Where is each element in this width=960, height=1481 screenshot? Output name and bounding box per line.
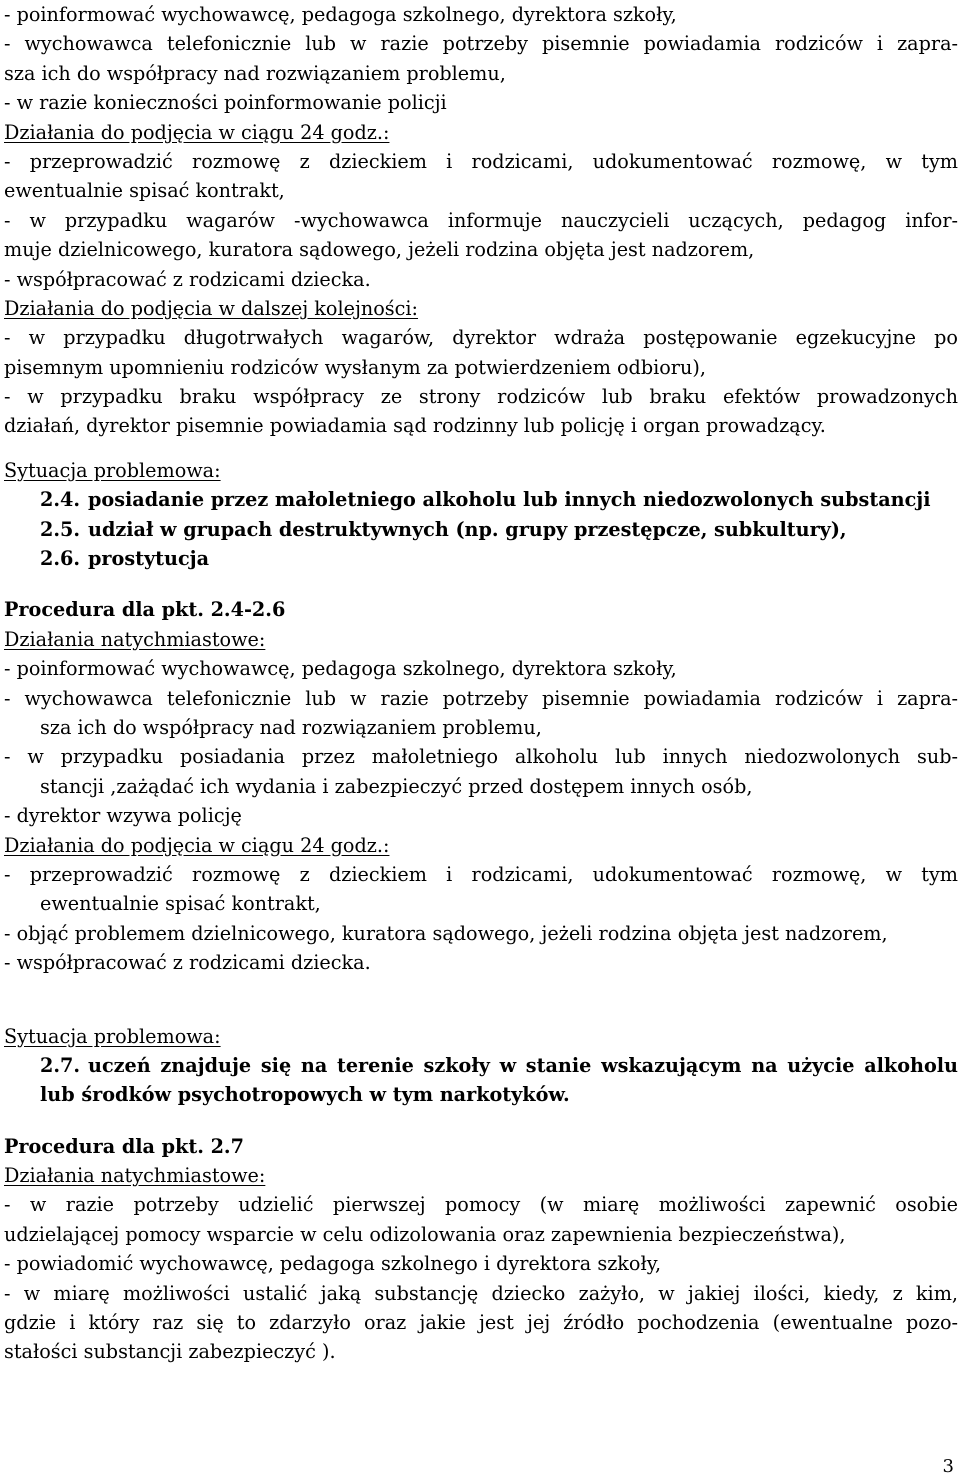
situation-item-text: posiadanie przez małoletniego alkoholu lub innych niedozwolonych substancji <box>88 488 931 512</box>
procedure-title: Procedura dla pkt. 2.7 <box>4 1134 244 1158</box>
situation-item-number: 2.5. <box>40 517 81 541</box>
situation-item-number: 2.4. <box>40 488 81 512</box>
text-line: - w przypadku wagarów -wychowawca informuje nauczycieli uczących, pedagog infor- <box>4 208 958 232</box>
section-heading-immediate: Działania natychmiastowe: <box>4 627 266 651</box>
text-line: działań, dyrektor pisemnie powiadamia sąd rodzinny lub policję i organ prowadzący. <box>4 414 826 438</box>
section-heading-24h: Działania do podjęcia w ciągu 24 godz.: <box>4 120 390 144</box>
section-heading-later: Działania do podjęcia w dalszej kolejności: <box>4 296 419 320</box>
procedure-title: Procedura dla pkt. 2.4-2.6 <box>4 598 286 622</box>
text-line: ewentualnie spisać kontrakt, <box>4 179 285 203</box>
situation-item-text: udział w grupach destruktywnych (np. grupy przestępcze, subkultury), <box>88 517 847 541</box>
situation-item-text: prostytucja <box>88 547 210 571</box>
text-line: - objąć problemem dzielnicowego, kuratora sądowego, jeżeli rodzina objęta jest nadzorem, <box>4 921 888 945</box>
situation-item-number: 2.7. <box>40 1053 81 1077</box>
text-line: - w przypadku braku współpracy ze strony rodziców lub braku efektów prowadzonych <box>4 385 958 409</box>
text-line: - w przypadku posiadania przez małoletniego alkoholu lub innych niedozwolonych sub- <box>4 745 958 769</box>
section-heading-24h: Działania do podjęcia w ciągu 24 godz.: <box>4 833 390 857</box>
text-line: - w razie potrzeby udzielić pierwszej pomocy (w miarę możliwości zapewnić osobie <box>4 1193 958 1217</box>
text-line: ewentualnie spisać kontrakt, <box>40 892 321 916</box>
situation-item <box>4 515 958 544</box>
page-number: 3 <box>942 1456 954 1477</box>
text-line: udzielającej pomocy wsparcie w celu odizolowania oraz zapewnienia bezpieczeństwa), <box>4 1222 846 1246</box>
text-line: stancji ,zażądać ich wydania i zabezpieczyć przed dostępem innych osób, <box>40 774 753 798</box>
text-line: gdzie i który raz się to zdarzyło oraz jakie jest jej źródło pochodzenia (ewentualne pozo- <box>4 1311 958 1335</box>
text-line: - współpracować z rodzicami dziecka. <box>4 951 371 975</box>
text-line: - przeprowadzić rozmowę z dzieckiem i rodzicami, udokumentować rozmowę, w tym <box>4 149 958 173</box>
situation-item <box>4 485 958 514</box>
text-line: - przeprowadzić rozmowę z dzieckiem i rodzicami, udokumentować rozmowę, w tym <box>4 862 958 886</box>
text-line: - poinformować wychowawcę, pedagoga szkolnego, dyrektora szkoły, <box>4 657 677 681</box>
text-line: - wychowawca telefonicznie lub w razie potrzeby pisemnie powiadamia rodziców i zapra- <box>4 32 958 56</box>
text-line: - współpracować z rodzicami dziecka. <box>4 267 371 291</box>
situation-heading: Sytuacja problemowa: <box>4 458 221 482</box>
text-line: - w miarę możliwości ustalić jaką substancję dziecko zażyło, w jakiej ilości, kiedy, z kim, <box>4 1281 958 1305</box>
section-heading-immediate: Działania natychmiastowe: <box>4 1164 266 1188</box>
text-line: sza ich do współpracy nad rozwiązaniem problemu, <box>40 715 542 739</box>
situation-item-number: 2.6. <box>40 547 81 571</box>
document-page <box>4 0 958 1367</box>
text-line: - dyrektor wzywa policję <box>4 804 242 828</box>
text-line: stałości substancji zabezpieczyć ). <box>4 1340 336 1364</box>
text-line: - w przypadku długotrwałych wagarów, dyrektor wdraża postępowanie egzekucyjne po <box>4 326 958 350</box>
situation-item-text: uczeń znajduje się na terenie szkoły w stanie wskazującym na użycie alkoholu <box>88 1053 958 1077</box>
situation-item <box>4 544 958 573</box>
text-line: muje dzielnicowego, kuratora sądowego, jeżeli rodzina objęta jest nadzorem, <box>4 238 755 262</box>
situation-item-continuation: lub środków psychotropowych w tym narkotyków. <box>40 1083 570 1107</box>
situation-item <box>4 1051 958 1080</box>
situation-heading: Sytuacja problemowa: <box>4 1024 221 1048</box>
text-line: pisemnym upomnieniu rodziców wysłanym za potwierdzeniem odbioru), <box>4 355 706 379</box>
text-line: - w razie konieczności poinformowanie policji <box>4 91 447 115</box>
text-line: - powiadomić wychowawcę, pedagoga szkolnego i dyrektora szkoły, <box>4 1252 662 1276</box>
text-line: sza ich do współpracy nad rozwiązaniem problemu, <box>4 61 506 85</box>
text-line: - wychowawca telefonicznie lub w razie potrzeby pisemnie powiadamia rodziców i zapra- <box>4 686 958 710</box>
text-line: - poinformować wychowawcę, pedagoga szkolnego, dyrektora szkoły, <box>4 3 677 26</box>
